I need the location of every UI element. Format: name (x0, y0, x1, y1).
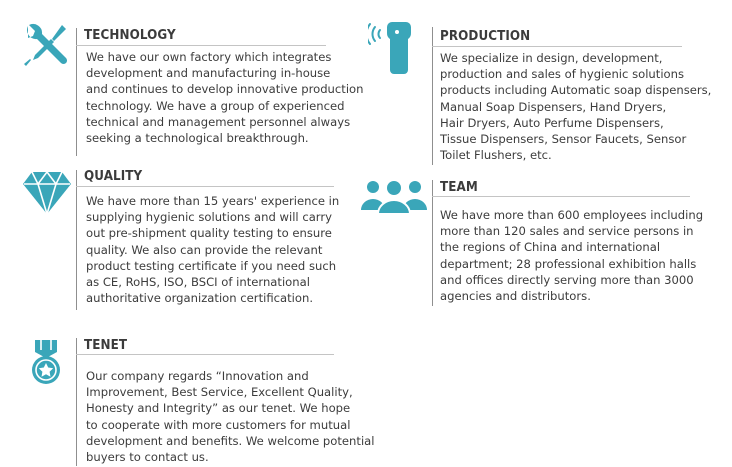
text-line: authoritative organization certification. (86, 291, 314, 306)
tenet-title: TENET (84, 338, 128, 353)
text-line: the regions of China and international (440, 240, 661, 255)
quality-title: QUALITY (84, 169, 143, 184)
text-line: Manual Soap Dispensers, Hand Dryers, (440, 99, 667, 114)
text-line: supplying hygienic solutions and will carry (86, 210, 332, 225)
team-people-icon (360, 178, 428, 214)
team-rule (432, 196, 690, 197)
text-line: Honesty and Integrity” as our tenet. We hope (86, 401, 351, 416)
tenet-rule (76, 354, 334, 355)
text-line: and continues to develop innovative production (86, 82, 364, 97)
text-line: out pre-shipment quality testing to ensure (86, 226, 332, 241)
medal-star-icon (26, 338, 66, 386)
text-line: Toilet Flushers, etc. (440, 148, 552, 163)
production-divider (432, 27, 433, 165)
text-line: development and manufacturing in-house (86, 66, 331, 81)
quality-divider (76, 170, 77, 310)
text-line: Hair Dryers, Auto Perfume Dispensers, (440, 115, 664, 130)
technology-rule (76, 45, 326, 46)
text-line: seeking a technological breakthrough. (86, 131, 309, 146)
technology-title: TECHNOLOGY (84, 28, 176, 43)
text-line: development and benefits. We welcome potential (86, 433, 375, 448)
text-line: production and sales of hygienic solutions (440, 67, 685, 82)
text-line: Our company regards “Innovation and (86, 369, 309, 383)
text-line: quality. We also can provide the relevant (86, 242, 323, 257)
text-line: We specialize in design, development, (440, 51, 663, 65)
technology-divider (76, 28, 77, 156)
text-line: products including Automatic soap dispensers, (440, 83, 712, 98)
text-line: Improvement, Best Service, Excellent Quality, (86, 385, 353, 400)
tenet-text (86, 368, 375, 465)
text-line: to cooperate with more customers for mutual (86, 417, 351, 432)
text-line: more than 120 sales and service persons in (440, 224, 694, 239)
text-line: agencies and distributors. (440, 289, 591, 304)
text-line: as CE, RoHS, ISO, BSCI of international (86, 275, 310, 290)
text-line: We have more than 15 years' experience in (86, 194, 340, 208)
text-line: and offices directly serving more than 3000 (440, 272, 694, 287)
text-line: product testing certificate if you need such (86, 258, 337, 273)
team-text (440, 207, 703, 304)
hand-dryer-icon (368, 20, 416, 76)
team-title: TEAM (440, 180, 478, 195)
quality-text (86, 193, 339, 306)
text-line: We have more than 600 employees including (440, 208, 704, 222)
text-line: technology. We have a group of experienced (86, 98, 345, 113)
production-title: PRODUCTION (440, 29, 531, 44)
production-text (440, 50, 711, 163)
team-divider (432, 180, 433, 306)
technology-text (86, 49, 363, 146)
text-line: We have our own factory which integrates (86, 50, 332, 64)
quality-rule (76, 186, 334, 187)
text-line: buyers to contact us. (86, 450, 209, 465)
wrench-screwdriver-icon (22, 22, 68, 68)
text-line: Tissue Dispensers, Sensor Faucets, Sensor (440, 132, 687, 147)
production-rule (432, 46, 682, 47)
text-line: technical and management personnel always (86, 114, 351, 129)
diamond-icon (22, 170, 72, 216)
text-line: department; 28 professional exhibition halls (440, 256, 697, 271)
tenet-divider (76, 338, 77, 466)
